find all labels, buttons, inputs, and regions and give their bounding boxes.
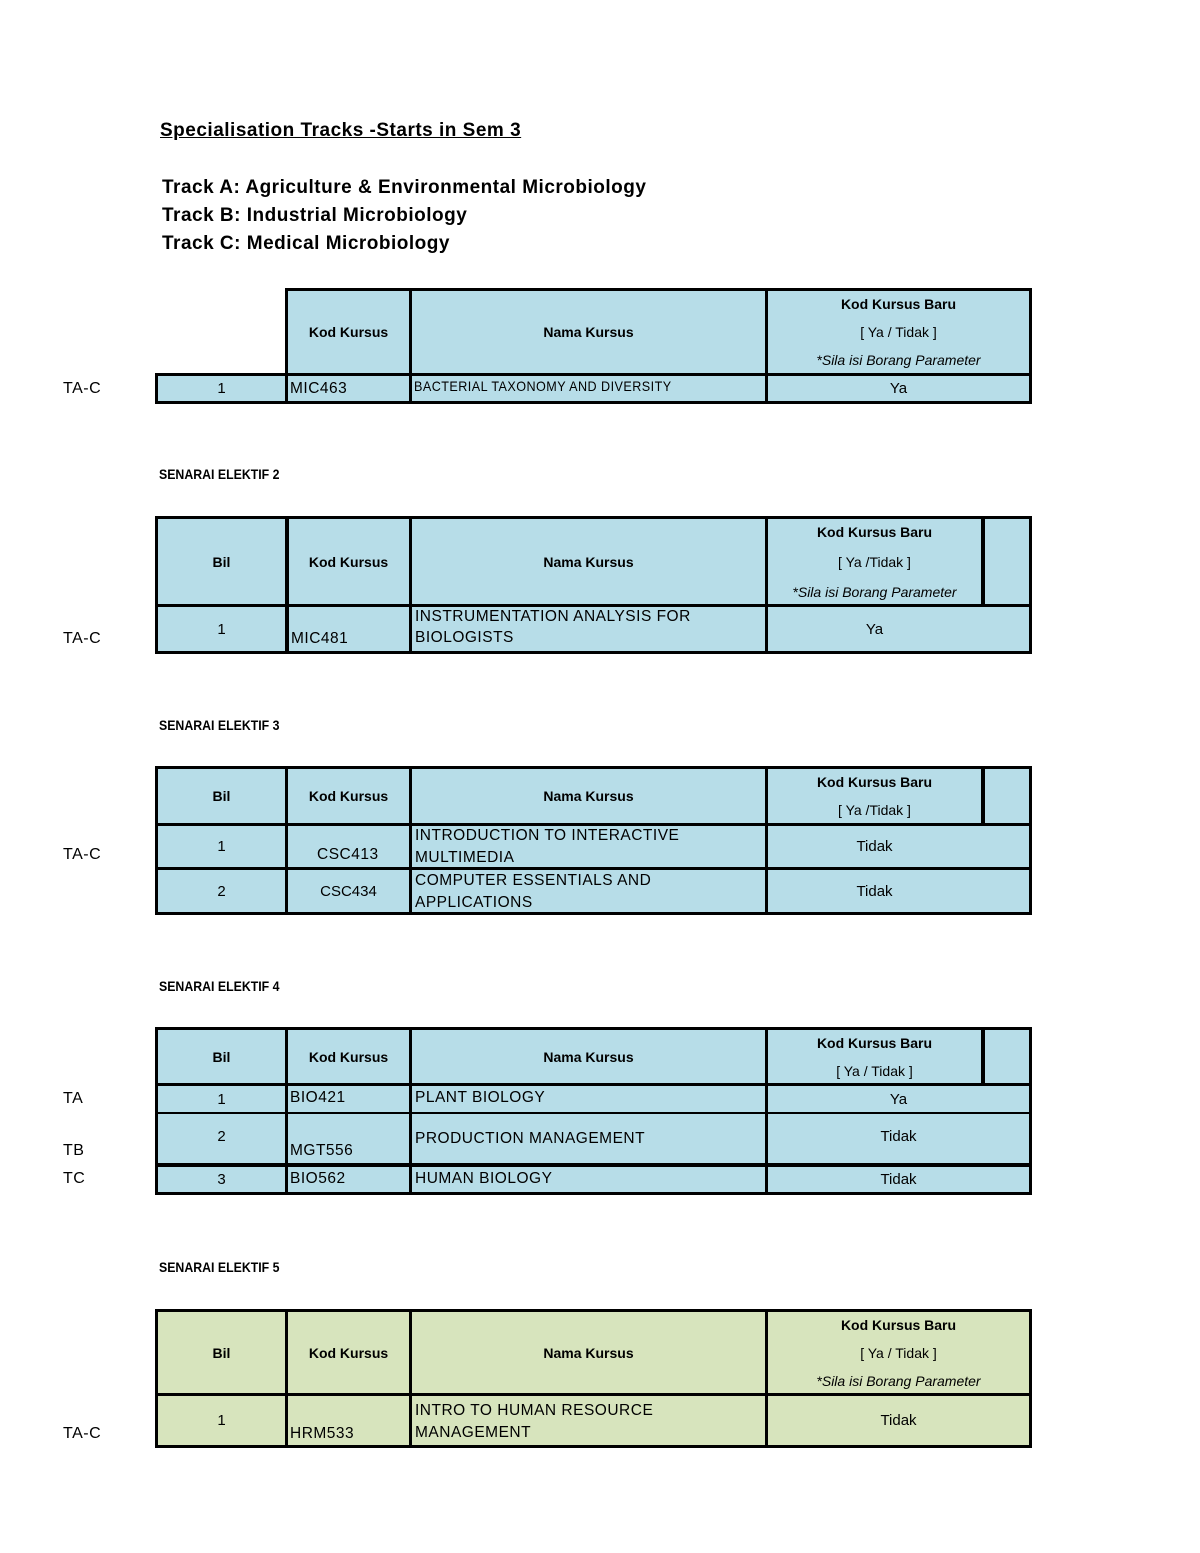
- track-label: TA: [63, 1090, 84, 1107]
- column-header-baru: [768, 769, 981, 823]
- header-ya-tidak: [ Ya / Tidak ]: [860, 1344, 937, 1361]
- page-title: Specialisation Tracks -Starts in Sem 3: [160, 120, 522, 141]
- header-baru-label: Kod Kursus Baru: [840, 1316, 957, 1333]
- column-header-kod: Kod Kursus: [308, 788, 389, 804]
- column-header-baru: [768, 291, 1029, 373]
- table-cell-bil: 3: [217, 1171, 226, 1188]
- column-header-kod: Kod Kursus: [308, 324, 389, 340]
- table-cell-kod: BIO421: [290, 1089, 346, 1106]
- header-borang-note: *Sila isi Borang Parameter: [816, 352, 981, 368]
- table-cell-kod: MIC463: [290, 380, 348, 397]
- table-cell-baru: Tidak: [880, 1128, 917, 1145]
- table-cell-nama: BACTERIAL TAXONOMY AND DIVERSITY: [414, 378, 672, 394]
- table-cell-nama: [415, 870, 651, 914]
- table-cell-bil: 1: [217, 380, 226, 397]
- nama-line-2: MANAGEMENT: [415, 1424, 532, 1441]
- table-cell-nama: [415, 606, 691, 648]
- header-ya-tidak: [ Ya / Tidak ]: [860, 324, 937, 340]
- table-cell-kod: MIC481: [291, 630, 349, 647]
- column-header-kod: Kod Kursus: [308, 553, 389, 570]
- column-header-nama: Nama Kursus: [543, 1048, 634, 1065]
- column-header-bil: Bil: [212, 1048, 231, 1065]
- table-cell-kod: CSC434: [320, 882, 377, 900]
- header-baru-label: Kod Kursus Baru: [840, 296, 957, 312]
- header-borang-note: *Sila isi Borang Parameter: [792, 583, 957, 600]
- track-c: Track C: Medical Microbiology: [162, 233, 450, 254]
- table-cell-bil: 1: [217, 620, 226, 638]
- table-cell-baru: Ya: [889, 1090, 908, 1108]
- table-cell-nama: PLANT BIOLOGY: [415, 1089, 546, 1106]
- table-cell-baru: Tidak: [880, 1412, 917, 1429]
- track-label: TC: [63, 1170, 86, 1187]
- column-header-baru: [768, 1312, 1029, 1393]
- nama-line-2: APPLICATIONS: [415, 894, 533, 911]
- column-header-baru: [768, 519, 981, 604]
- table-cell-kod: CSC413: [317, 846, 379, 863]
- table-cell-baru: Tidak: [880, 1171, 917, 1188]
- header-ya-tidak: [ Ya /Tidak ]: [838, 553, 911, 570]
- column-header-nama: Nama Kursus: [543, 788, 634, 804]
- column-header-nama: Nama Kursus: [543, 1344, 634, 1361]
- table-cell-bil: 1: [217, 1412, 226, 1429]
- table-cell-nama: [415, 825, 679, 869]
- header-ya-tidak: [ Ya /Tidak ]: [838, 802, 911, 818]
- table-cell-kod: BIO562: [290, 1170, 346, 1187]
- nama-line-1: COMPUTER ESSENTIALS AND: [415, 872, 652, 889]
- table-cell-bil: 1: [217, 838, 226, 855]
- column-header-nama: Nama Kursus: [543, 553, 634, 570]
- track-a: Track A: Agriculture & Environmental Microbiology: [162, 177, 647, 198]
- header-borang-note: *Sila isi Borang Parameter: [816, 1372, 981, 1389]
- table-cell-nama: [415, 1400, 653, 1444]
- track-label: TA-C: [63, 630, 102, 647]
- column-header-kod: Kod Kursus: [308, 1048, 389, 1065]
- column-header-kod: Kod Kursus: [308, 1344, 389, 1361]
- section-heading-elektif-2: SENARAI ELEKTIF 2: [159, 466, 280, 482]
- section-heading-elektif-5: SENARAI ELEKTIF 5: [159, 1259, 280, 1275]
- column-header-baru: [768, 1030, 981, 1083]
- table-cell-kod: MGT556: [290, 1142, 354, 1159]
- table-cell-baru: Tidak: [856, 838, 893, 855]
- table-cell-nama: PRODUCTION MANAGEMENT: [415, 1130, 646, 1147]
- header-baru-label: Kod Kursus Baru: [816, 523, 933, 540]
- nama-line-2: BIOLOGISTS: [415, 629, 514, 646]
- track-label: TA-C: [63, 846, 102, 863]
- table-cell-baru: Tidak: [856, 882, 893, 900]
- header-ya-tidak: [ Ya / Tidak ]: [836, 1062, 913, 1079]
- table-cell-baru: Ya: [865, 620, 884, 638]
- column-header-nama: Nama Kursus: [543, 324, 634, 340]
- nama-line-1: INTRODUCTION TO INTERACTIVE: [415, 827, 680, 844]
- table-cell-kod: HRM533: [290, 1425, 355, 1442]
- header-baru-label: Kod Kursus Baru: [816, 1034, 933, 1051]
- table-cell-nama: HUMAN BIOLOGY: [415, 1170, 553, 1187]
- nama-line-1: INSTRUMENTATION ANALYSIS FOR: [415, 608, 691, 625]
- table-cell-bil: 2: [217, 1128, 226, 1145]
- track-label: TA-C: [63, 380, 102, 397]
- column-header-bil: Bil: [212, 1344, 231, 1361]
- nama-line-2: MULTIMEDIA: [415, 849, 515, 866]
- table-cell-bil: 1: [217, 1090, 226, 1108]
- table-cell-bil: 2: [217, 882, 226, 900]
- section-heading-elektif-4: SENARAI ELEKTIF 4: [159, 978, 280, 994]
- header-baru-label: Kod Kursus Baru: [816, 774, 933, 790]
- section-heading-elektif-3: SENARAI ELEKTIF 3: [159, 717, 280, 733]
- column-header-bil: Bil: [212, 553, 231, 570]
- track-label: TB: [63, 1142, 85, 1159]
- track-label: TA-C: [63, 1425, 102, 1442]
- track-b: Track B: Industrial Microbiology: [162, 205, 468, 226]
- nama-line-1: INTRO TO HUMAN RESOURCE: [415, 1402, 654, 1419]
- column-header-bil: Bil: [212, 788, 231, 804]
- table-cell-baru: Ya: [889, 380, 908, 397]
